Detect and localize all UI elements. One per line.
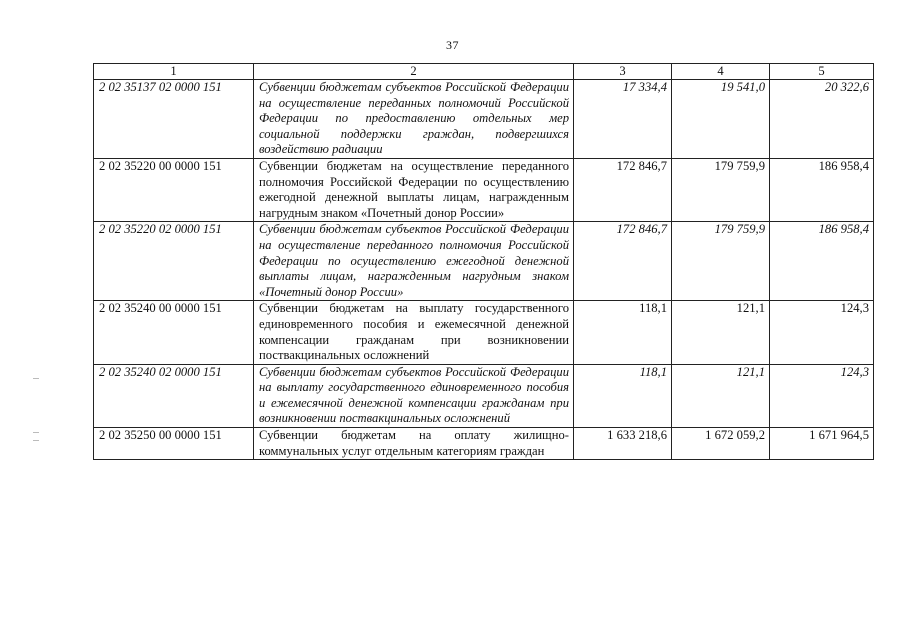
budget-code: 2 02 35220 02 0000 151 <box>94 222 254 301</box>
margin-mark <box>33 378 39 379</box>
table-row <box>94 428 874 460</box>
value-col5: 186 958,4 <box>770 158 874 221</box>
value-col4: 1 672 059,2 <box>672 428 770 460</box>
description: Субвенции бюджетам на осуществление переданного полномочия Российской Федерации по осуществлению ежегодной денежной выплаты лицам, награжденным нагрудным знаком «Почетный донор России» <box>254 158 574 221</box>
value-col3: 1 633 218,6 <box>574 428 672 460</box>
value-col5: 124,3 <box>770 301 874 364</box>
value-col3: 172 846,7 <box>574 222 672 301</box>
margin-mark <box>33 432 39 433</box>
value-col4: 121,1 <box>672 301 770 364</box>
budget-code: 2 02 35250 00 0000 151 <box>94 428 254 460</box>
description: Субвенции бюджетам на выплату государственного единовременного пособия и ежемесячной денежной компенсации гражданам при возникновении поствакцинальных осложнений <box>254 301 574 364</box>
value-col3: 118,1 <box>574 364 672 427</box>
table-row <box>94 364 874 427</box>
column-header: 5 <box>770 64 874 80</box>
budget-code: 2 02 35220 00 0000 151 <box>94 158 254 221</box>
value-col3: 118,1 <box>574 301 672 364</box>
column-header: 3 <box>574 64 672 80</box>
value-col4: 179 759,9 <box>672 222 770 301</box>
value-col3: 17 334,4 <box>574 80 672 159</box>
table-row <box>94 222 874 301</box>
description: Субвенции бюджетам субъектов Российской Федерации на осуществление переданных полномочий Российской Федерации по предоставлению отдельных мер социальной поддержки граждан, подвергшихся воздействию радиации <box>254 80 574 159</box>
table-row <box>94 301 874 364</box>
value-col3: 172 846,7 <box>574 158 672 221</box>
value-col5: 186 958,4 <box>770 222 874 301</box>
value-col4: 19 541,0 <box>672 80 770 159</box>
page-number: 37 <box>446 38 459 52</box>
value-col5: 1 671 964,5 <box>770 428 874 460</box>
column-header: 1 <box>94 64 254 80</box>
value-col4: 179 759,9 <box>672 158 770 221</box>
description: Субвенции бюджетам на оплату жилищно-коммунальных услуг отдельным категориям граждан <box>254 428 574 460</box>
budget-code: 2 02 35137 02 0000 151 <box>94 80 254 159</box>
budget-table <box>93 63 874 460</box>
table-row <box>94 80 874 159</box>
table-row <box>94 158 874 221</box>
value-col4: 121,1 <box>672 364 770 427</box>
value-col5: 124,3 <box>770 364 874 427</box>
header-row <box>94 64 874 80</box>
value-col5: 20 322,6 <box>770 80 874 159</box>
margin-mark <box>33 440 39 441</box>
description: Субвенции бюджетам субъектов Российской Федерации на выплату государственного единовременного пособия и ежемесячной денежной компенсации гражданам при возникновении поствакцинальных осложнений <box>254 364 574 427</box>
budget-code: 2 02 35240 00 0000 151 <box>94 301 254 364</box>
budget-code: 2 02 35240 02 0000 151 <box>94 364 254 427</box>
description: Субвенции бюджетам субъектов Российской Федерации на осуществление переданного полномочия Российской Федерации по осуществлению ежегодной денежной выплаты лицам, награжденным нагрудным знаком «Почетный донор России» <box>254 222 574 301</box>
column-header: 2 <box>254 64 574 80</box>
column-header: 4 <box>672 64 770 80</box>
